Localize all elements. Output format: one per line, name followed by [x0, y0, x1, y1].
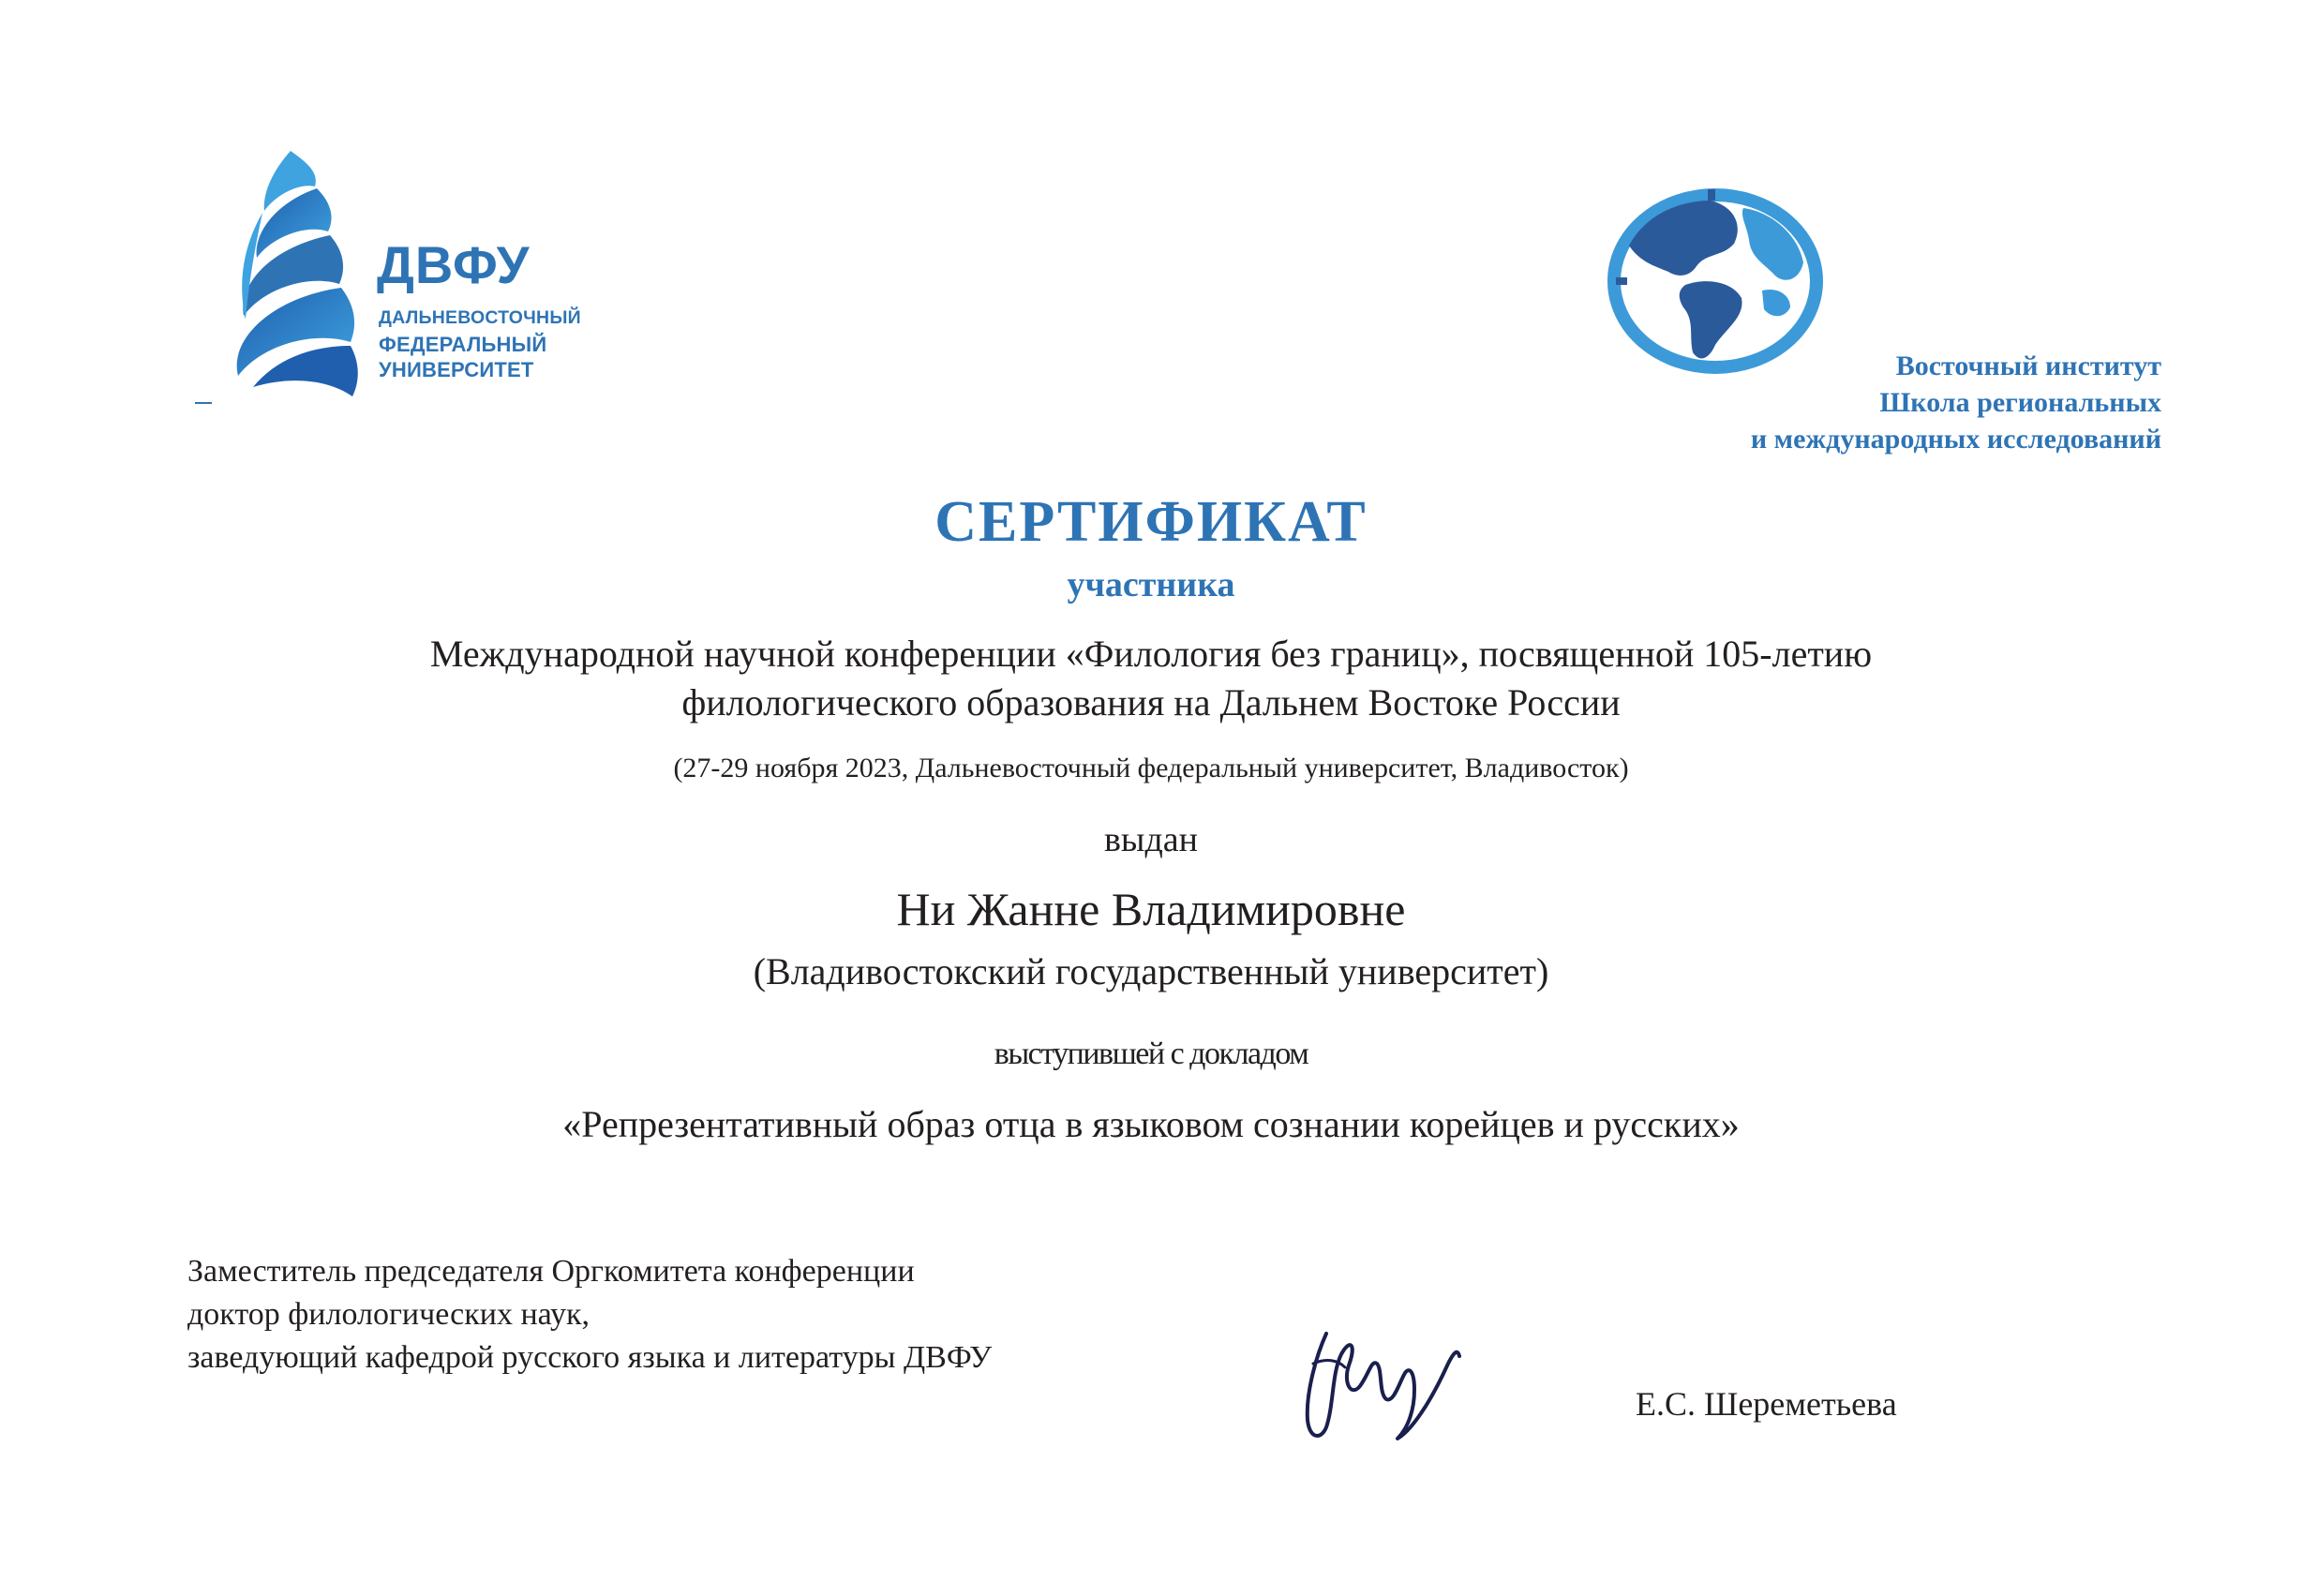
conference-line-2: филологического образования на Дальнем Востоке России	[681, 681, 1621, 723]
conference-line-1: Международной научной конференции «Филология без границ», посвященной 105-летию	[429, 633, 1873, 675]
signer-name: Е.С. Шереметьева	[1636, 1385, 1897, 1423]
certificate-subtitle: участника	[1067, 565, 1235, 604]
certificate-title: СЕРТИФИКАТ	[934, 490, 1368, 554]
institute-name-line-3: и международных исследований	[1750, 424, 2161, 455]
decorative-dash	[195, 402, 212, 404]
recipient-name: Ни Жанне Владимировне	[896, 883, 1406, 935]
handwritten-signature	[1289, 1307, 1476, 1448]
fefu-name-line-1: ДАЛЬНЕВОСТОЧНЫЙ	[379, 307, 581, 328]
report-title: «Репрезентативный образ отца в языковом сознании корейцев и русских»	[562, 1103, 1740, 1145]
recipient-affiliation: (Владивостокский государственный университет)	[753, 950, 1549, 992]
fefu-abbreviation: ДВФУ	[377, 235, 531, 294]
fefu-logo	[225, 145, 581, 412]
fefu-name-line-3: УНИВЕРСИТЕТ	[379, 358, 534, 381]
signer-position-line-1: Заместитель председателя Оргкомитета конференции	[187, 1254, 915, 1289]
signer-position-line-2: доктор филологических наук,	[187, 1297, 590, 1332]
institute-name-line-2: Школа региональных	[1879, 387, 2161, 418]
presented-label: выступившей с докладом	[994, 1037, 1308, 1071]
issued-label: выдан	[1103, 820, 1198, 859]
signer-position-line-3: заведующий кафедрой русского языка и литературы ДВФУ	[187, 1340, 993, 1375]
fefu-name-line-2: ФЕДЕРАЛЬНЫЙ	[379, 333, 547, 356]
institute-name-line-1: Восточный институт	[1895, 351, 2161, 381]
conference-dates: (27-29 ноября 2023, Дальневосточный федеральный университет, Владивосток)	[673, 753, 1629, 783]
fefu-helix-emblem-icon	[225, 145, 366, 398]
globe-logo-icon	[1603, 187, 1828, 375]
